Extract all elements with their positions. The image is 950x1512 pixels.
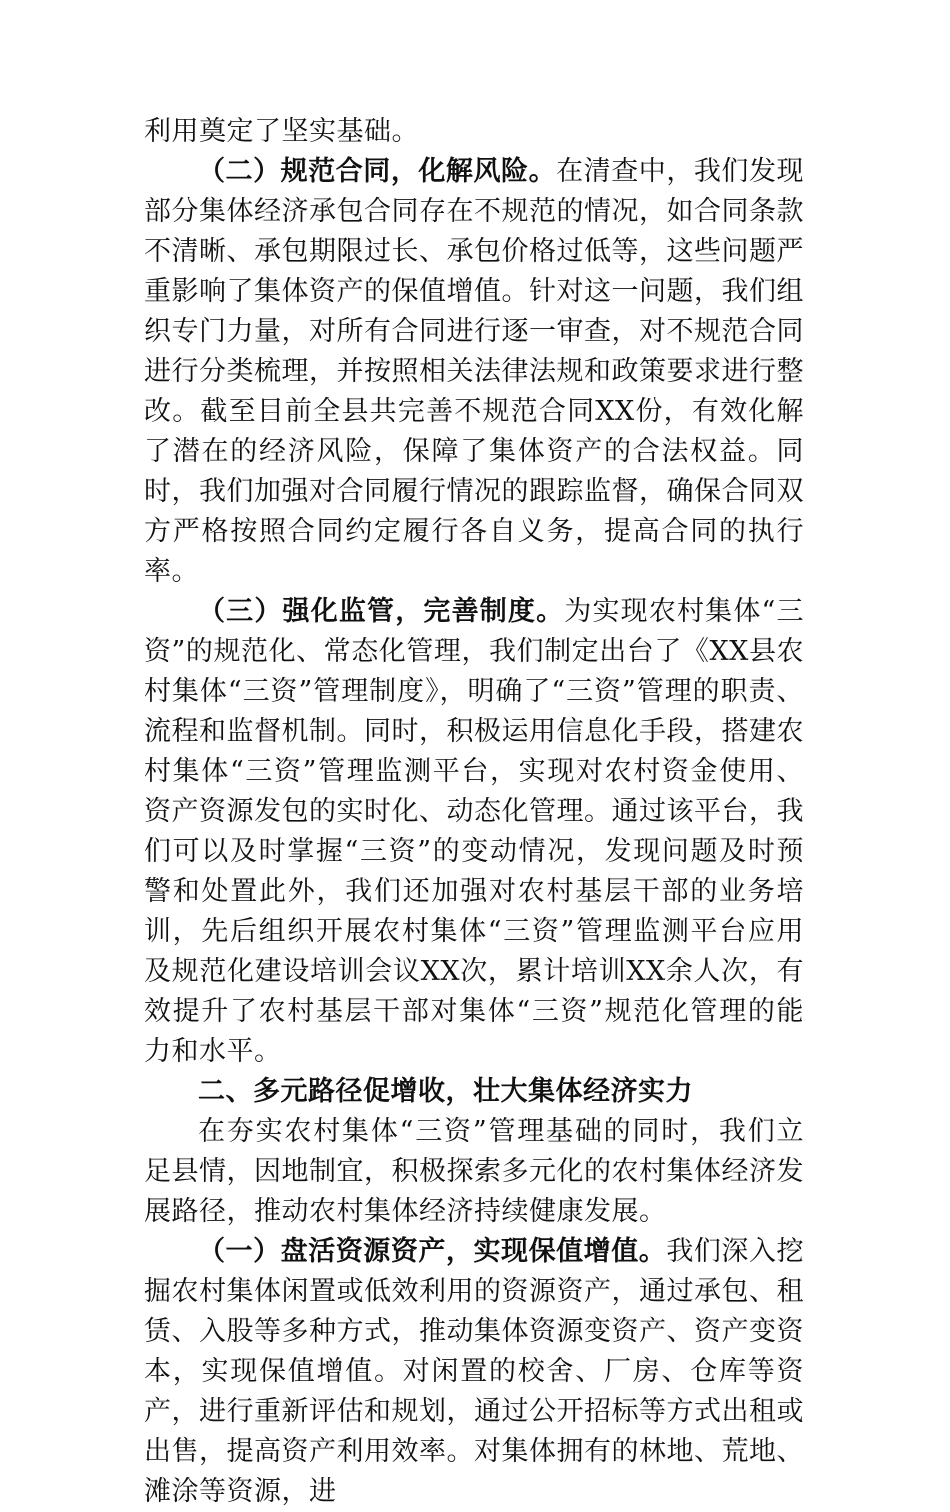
paragraph-text: 我们深入挖掘农村集体闲置或低效利用的资源资产，通过承包、租赁、入股等多种方式，推动集体资源变资产、资产变资本，实现保值增值。对闲置的校舍、厂房、仓库等资产，进行重新评估和规划，通过公开招标等方式出租或出售，提高资产利用效率。对集体拥有的林地、荒地、滩涂等资源，进 (144, 1236, 805, 1507)
paragraph-lead-title: （三）强化监管，完善制度。 (198, 596, 565, 627)
paragraph-supervision-system (144, 592, 804, 1072)
paragraph-text: 利用奠定了坚实基础。 (144, 116, 419, 147)
document-body (144, 112, 804, 1512)
paragraph-text: 为实现农村集体“三资”的规范化、常态化管理，我们制定出台了《XX县农村集体“三资”管理制度》，明确了“三资”管理的职责、流程和监督机制。同时，积极运用信息化手段，搭建农村集体“三资”管理监测平台，实现对农村资金使用、资产资源发包的实时化、动态化管理。通过该平台，我们可以及时掌握“三资”的变动情况，发现问题及时预警和处置此外，我们还加强对农村基层干部的业务培训，先后组织开展农村集体“三资”管理监测平台应用及规范化建设培训会议XX次，累计培训XX余人次，有效提升了农村基层干部对集体“三资”规范化管理的能力和水平。 (144, 596, 805, 1067)
paragraph-lead-title: （一）盘活资源资产，实现保值增值。 (198, 1236, 667, 1267)
paragraph-text: 在夯实农村集体“三资”管理基础的同时，我们立足县情，因地制宜，积极探索多元化的农村集体经济发展路径，推动农村集体经济持续健康发展。 (144, 1116, 804, 1227)
section-heading: 二、多元路径促增收，壮大集体经济实力 (198, 1076, 693, 1107)
paragraph-revitalize-assets (144, 1232, 804, 1512)
paragraph-text: 在清查中，我们发现部分集体经济承包合同存在不规范的情况，如合同条款不清晰、承包期限过长、承包价格过低等，这些问题严重影响了集体资产的保值增值。针对这一问题，我们组织专门力量，对所有合同进行逐一审查，对不规范合同进行分类梳理，并按照相关法律法规和政策要求进行整改。截至目前全县共完善不规范合同XX份，有效化解了潜在的经济风险，保障了集体资产的合法权益。同时，我们加强对合同履行情况的跟踪监督，确保合同双方严格按照合同约定履行各自义务，提高合同的执行率。 (144, 156, 805, 587)
paragraph-contract-standardization (144, 152, 804, 592)
paragraph-section-intro (144, 1112, 804, 1232)
paragraph-continuation (144, 112, 804, 152)
paragraph-lead-title: （二）规范合同，化解风险。 (198, 156, 557, 187)
